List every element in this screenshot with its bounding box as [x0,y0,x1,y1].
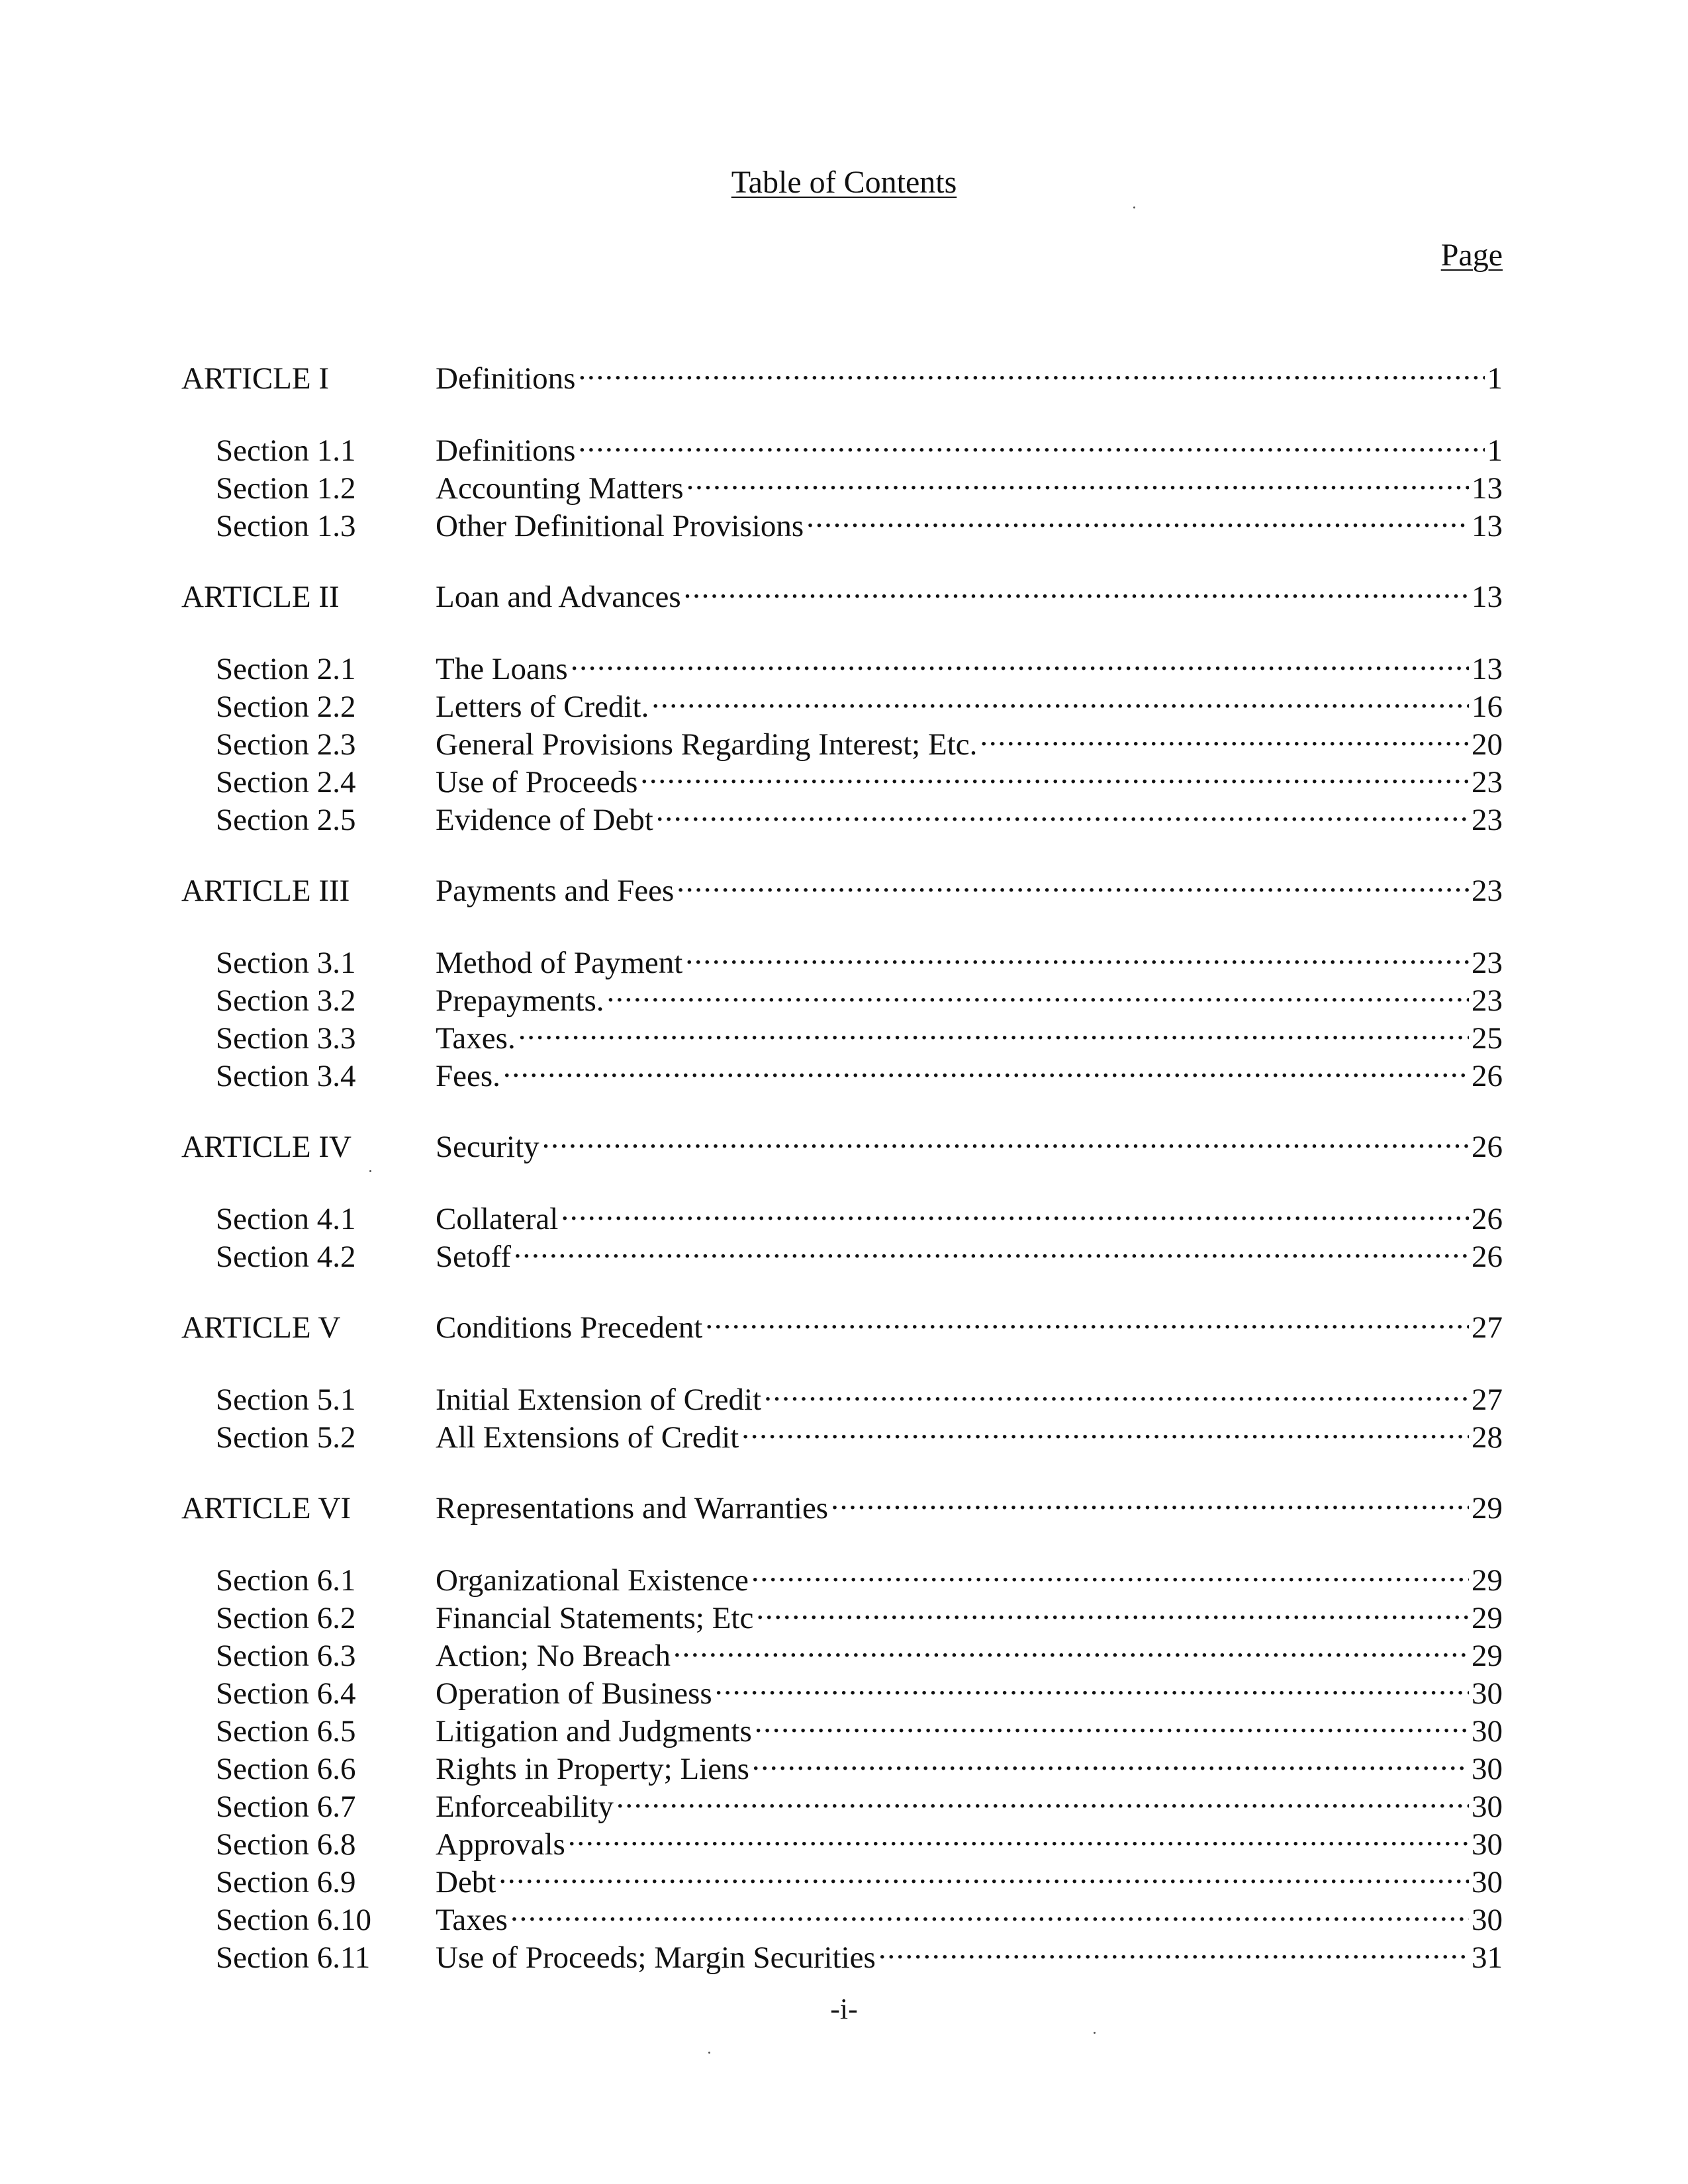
toc-entry-title: Accounting Matters [436,471,684,506]
toc-entry-title: The Loans [436,652,568,686]
page-column-header: Page [1440,238,1503,273]
toc-entry-number: ARTICLE IV [181,1130,352,1164]
toc-entry-page: 23 [1472,983,1503,1018]
toc-entry-title: Debt [436,1865,496,1899]
toc-entry-page: 27 [1472,1310,1503,1345]
dot-leader [510,1892,1469,1930]
toc-entry-number: Section 4.2 [216,1240,356,1274]
dot-leader [656,792,1469,830]
toc-entry-page: 25 [1472,1021,1503,1056]
dot-leader [764,1372,1469,1410]
toc-entry-number: Section 2.5 [216,803,356,837]
toc-entry-title: Use of Proceeds [436,765,638,799]
toc-section-row [181,1372,1503,1417]
toc-entry-title: Conditions Precedent [436,1310,703,1345]
dot-leader [640,754,1469,792]
dot-leader [518,1011,1469,1048]
toc-entry-page: 1 [1487,361,1503,396]
dot-leader [686,461,1469,498]
dot-leader [685,935,1469,973]
toc-entry-page: 30 [1472,1752,1503,1786]
toc-entry-title: Other Definitional Provisions [436,509,804,543]
toc-entry-title: Operation of Business [436,1676,712,1711]
toc-entry-page: 26 [1472,1202,1503,1236]
toc-entry-number: Section 3.3 [216,1021,356,1056]
dot-leader [578,423,1484,461]
toc-entry-title: Enforceability [436,1790,614,1824]
toc-entry-page: 30 [1472,1827,1503,1862]
toc-entry-title: Collateral [436,1202,559,1236]
dot-leader [677,863,1469,901]
dot-leader [498,1854,1469,1892]
toc-entry-title: Taxes [436,1903,508,1937]
dot-leader [503,1048,1469,1086]
toc-entry-number: Section 6.10 [216,1903,371,1937]
dot-leader [980,717,1469,754]
toc-section-row [181,641,1503,686]
toc-entry-number: Section 6.7 [216,1790,356,1824]
toc-entry-number: Section 2.2 [216,690,356,724]
toc-entry-page: 29 [1472,1563,1503,1598]
toc-section-row [181,1191,1503,1236]
toc-entry-number: Section 6.4 [216,1676,356,1711]
toc-entry-page: 13 [1472,509,1503,543]
toc-entry-number: Section 6.8 [216,1827,356,1862]
toc-entry-page: 23 [1472,803,1503,837]
toc-entry-number: ARTICLE II [181,580,340,614]
dot-leader [561,1191,1469,1229]
toc-entry-page: 28 [1472,1420,1503,1455]
toc-entry-page: 29 [1472,1601,1503,1635]
toc-entry-title: General Provisions Regarding Interest; Etc. [436,727,978,762]
dot-leader [831,1480,1469,1518]
toc-entry-title: Prepayments. [436,983,604,1018]
toc-article-row [181,1480,1503,1525]
table-of-contents [181,351,1503,1975]
toc-entry-page: 16 [1472,690,1503,724]
toc-entry-title: Payments and Fees [436,874,675,908]
toc-entry-number: Section 5.1 [216,1383,356,1417]
toc-section-row [181,935,1503,980]
toc-entry-title: Litigation and Judgments [436,1714,752,1749]
dot-leader [651,679,1469,717]
dot-leader [756,1590,1469,1628]
toc-entry-number: Section 6.2 [216,1601,356,1635]
toc-entry-title: Definitions [436,361,576,396]
toc-entry-title: All Extensions of Credit [436,1420,739,1455]
dot-leader [673,1628,1469,1666]
toc-entry-number: Section 2.3 [216,727,356,762]
toc-entry-number: Section 3.1 [216,946,356,980]
toc-entry-page: 29 [1472,1639,1503,1673]
dot-leader [568,1817,1469,1854]
dot-leader [715,1666,1469,1704]
toc-section-row [181,1553,1503,1598]
dot-leader [878,1930,1469,1968]
page-title [0,163,1688,203]
toc-entry-title: Loan and Advances [436,580,681,614]
toc-entry-number: Section 6.11 [216,1940,371,1975]
dot-leader [571,641,1469,679]
toc-entry-number: Section 2.1 [216,652,356,686]
toc-article-row [181,1300,1503,1345]
toc-entry-number: Section 6.1 [216,1563,356,1598]
toc-entry-number: Section 1.3 [216,509,356,543]
toc-entry-page: 30 [1472,1676,1503,1711]
dot-leader [607,973,1469,1011]
toc-entry-title: Rights in Property; Liens [436,1752,749,1786]
toc-entry-page: 31 [1472,1940,1503,1975]
toc-entry-number: ARTICLE I [181,361,329,396]
toc-entry-title: Method of Payment [436,946,683,980]
toc-entry-number: Section 6.3 [216,1639,356,1673]
toc-entry-number: ARTICLE V [181,1310,341,1345]
toc-article-row [181,863,1503,908]
scan-speck [369,1170,371,1172]
toc-entry-title: Organizational Existence [436,1563,749,1598]
toc-entry-page: 30 [1472,1865,1503,1899]
toc-article-row [181,351,1503,396]
dot-leader [578,351,1484,388]
toc-entry-page: 23 [1472,874,1503,908]
toc-entry-title: Use of Proceeds; Margin Securities [436,1940,876,1975]
toc-entry-number: Section 2.4 [216,765,356,799]
toc-entry-number: Section 4.1 [216,1202,356,1236]
toc-entry-number: ARTICLE III [181,874,350,908]
toc-entry-title: Taxes. [436,1021,516,1056]
toc-entry-page: 30 [1472,1790,1503,1824]
dot-leader [684,569,1469,607]
toc-entry-number: Section 1.1 [216,433,356,468]
toc-entry-page: 27 [1472,1383,1503,1417]
toc-entry-number: Section 6.9 [216,1865,356,1899]
toc-entry-page: 23 [1472,765,1503,799]
page-number-footer: -i- [830,1993,858,2025]
toc-entry-title: Security [436,1130,539,1164]
dot-leader [751,1553,1469,1590]
toc-entry-number: Section 6.5 [216,1714,356,1749]
toc-entry-title: Letters of Credit. [436,690,649,724]
page-title-text: Table of Contents [731,165,957,200]
toc-entry-page: 23 [1472,946,1503,980]
toc-section-row [181,423,1503,468]
dot-leader [755,1704,1469,1741]
toc-entry-page: 26 [1472,1059,1503,1093]
toc-entry-page: 30 [1472,1903,1503,1937]
toc-entry-number: Section 6.6 [216,1752,356,1786]
toc-entry-title: Initial Extension of Credit [436,1383,762,1417]
toc-entry-page: 26 [1472,1130,1503,1164]
dot-leader [542,1119,1469,1157]
scan-speck [1094,2032,1096,2034]
toc-entry-number: Section 3.4 [216,1059,356,1093]
toc-entry-page: 26 [1472,1240,1503,1274]
toc-entry-title: Representations and Warranties [436,1491,829,1525]
toc-entry-page: 30 [1472,1714,1503,1749]
toc-entry-page: 13 [1472,471,1503,506]
toc-entry-page: 20 [1472,727,1503,762]
toc-entry-title: Approvals [436,1827,565,1862]
dot-leader [616,1779,1469,1817]
scan-speck [1133,206,1135,208]
toc-entry-title: Setoff [436,1240,512,1274]
dot-leader [752,1741,1469,1779]
toc-entry-title: Definitions [436,433,576,468]
toc-entry-page: 13 [1472,580,1503,614]
toc-article-row [181,1119,1503,1164]
toc-article-row [181,569,1503,614]
toc-entry-title: Action; No Breach [436,1639,671,1673]
toc-entry-page: 29 [1472,1491,1503,1525]
toc-entry-number: ARTICLE VI [181,1491,352,1525]
toc-entry-number: Section 1.2 [216,471,356,506]
toc-entry-number: Section 3.2 [216,983,356,1018]
toc-entry-number: Section 5.2 [216,1420,356,1455]
dot-leader [806,498,1469,536]
toc-entry-page: 1 [1487,433,1503,468]
dot-leader [741,1410,1469,1447]
toc-entry-page: 13 [1472,652,1503,686]
scan-speck [708,2052,710,2054]
toc-entry-title: Fees. [436,1059,500,1093]
dot-leader [514,1229,1469,1267]
toc-entry-title: Financial Statements; Etc [436,1601,754,1635]
dot-leader [705,1300,1469,1338]
toc-entry-title: Evidence of Debt [436,803,653,837]
